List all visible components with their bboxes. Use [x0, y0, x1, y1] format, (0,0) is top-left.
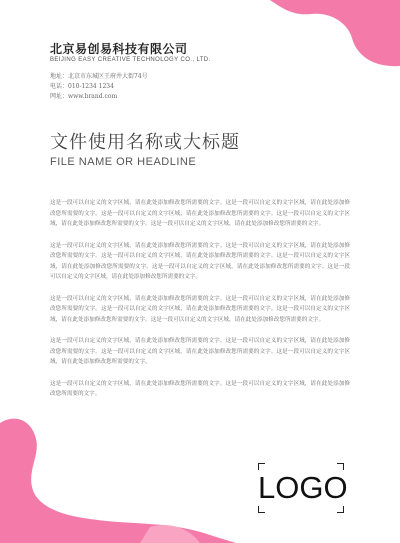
body-text — [50, 198, 350, 411]
contact-address: 地址：北京市东城区王府井大街74号 — [50, 73, 148, 80]
paragraph: 这是一段可以自定义的文字区域，请在此处添加修改您所需要的文字。这是一段可以自定义的文字区域，请在此处添加修改您所需要的文字。这是一段可以自定义的文字区域，请在此处添加修改您所需要的文字。这是一段可以自定义的文字区域，请在此处添加修改您所需要的文字。 — [50, 338, 350, 365]
logo-corner-mark — [337, 506, 344, 513]
company-name-english: BEIJING EASY CREATIVE TECHNOLOGY CO., LTD. — [50, 57, 211, 63]
contact-website: 网址：www.brand.com — [50, 93, 118, 100]
logo-placeholder — [258, 463, 348, 513]
document-subtitle: FILE NAME OR HEADLINE — [50, 156, 197, 168]
paragraph: 这是一段可以自定义的文字区域，请在此处添加修改您所需要的文字。这是一段可以自定义的文字区域，请在此处添加修改您所需要的文字。这是一段可以自定义的文字区域，请在此处添加修改您所需要的文字。这是一段可以自定义的文字区域，请在此处添加修改您所需要的文字。这是一段可以自定义的文字区域，请在此处添加修改您所需要的文字。 — [50, 295, 350, 323]
contact-info — [50, 72, 148, 102]
paragraph: 这是一段可以自定义的文字区域，请在此处添加修改您所需要的文字。这是一段可以自定义的文字区域，请在此处添加修改您所需要的文字。 — [50, 380, 350, 397]
document-title: 文件使用名称或大标题 — [50, 132, 240, 153]
logo-text: LOGO — [258, 470, 348, 505]
paragraph: 这是一段可以自定义的文字区域，请在此处添加修改您所需要的文字。这是一段可以自定义的文字区域，请在此处添加修改您所需要的文字。这是一段可以自定义的文字区域，请在此处添加修改您所需要的文字。这是一段可以自定义的文字区域，请在此处添加修改您所需要的文字。这是一段可以自定义的文字区域，请在此处添加修改您所需要的文字。这是一段可以自定义的文字区域，请在此处添加修改您所需要的文字。 — [50, 242, 350, 280]
bottom-pink-wave-decoration — [0, 403, 260, 543]
paragraph: 这是一段可以自定义的文字区域，请在此处添加修改您所需要的文字。这是一段可以自定义的文字区域，请在此处添加修改您所需要的文字。这是一段可以自定义的文字区域，请在此处添加修改您所需要的文字。这是一段可以自定义的文字区域，请在此处添加修改您所需要的文字。这是一段可以自定义的文字区域，请在此处添加修改您所需要的文字。 — [50, 200, 350, 227]
top-pink-wave-decoration — [200, 0, 400, 80]
company-name: 北京易创易科技有限公司 — [50, 42, 188, 56]
logo-corner-mark — [258, 463, 265, 470]
logo-corner-mark — [258, 506, 265, 513]
contact-phone: 电话：010-1234 1234 — [50, 83, 114, 90]
logo-corner-mark — [337, 463, 344, 470]
